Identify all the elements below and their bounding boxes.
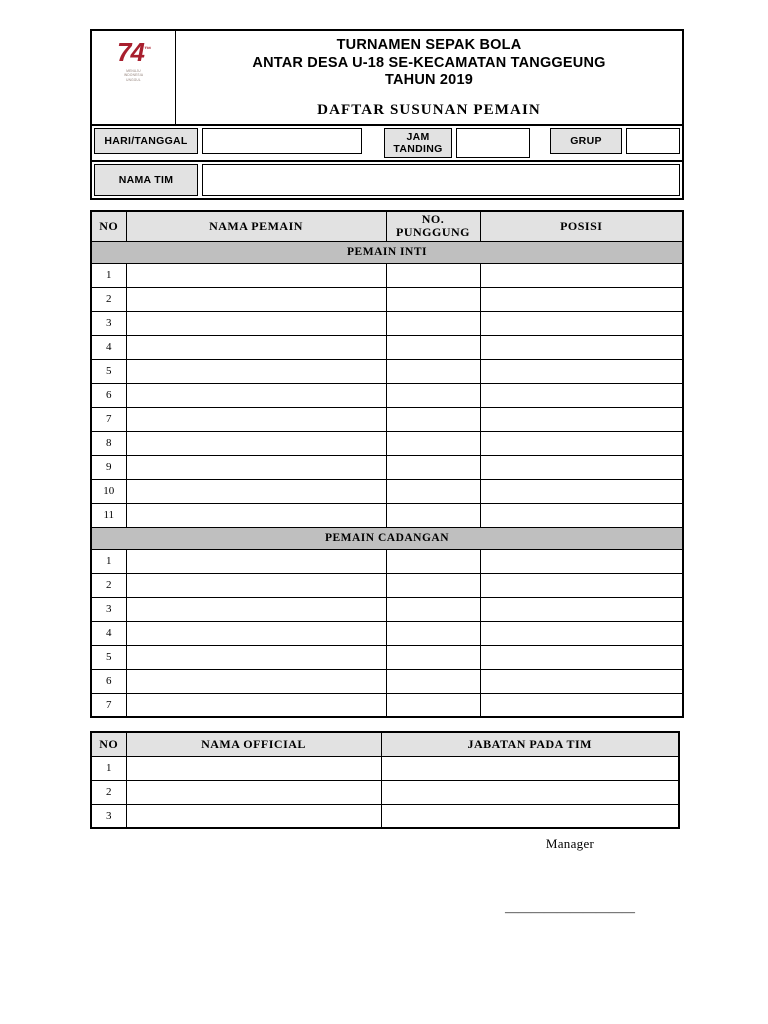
table-row bbox=[91, 503, 683, 527]
player-number-cell[interactable] bbox=[386, 479, 480, 503]
player-number-cell[interactable] bbox=[386, 573, 480, 597]
player-number-cell[interactable] bbox=[386, 669, 480, 693]
player-name-cell[interactable] bbox=[126, 383, 386, 407]
official-no-cell: 2 bbox=[91, 780, 126, 804]
player-position-cell[interactable] bbox=[480, 597, 683, 621]
logo-trademark-icon: ™ bbox=[143, 46, 150, 54]
player-number-cell[interactable] bbox=[386, 621, 480, 645]
player-name-cell[interactable] bbox=[126, 693, 386, 717]
player-position-cell[interactable] bbox=[480, 549, 683, 573]
spacer-2 bbox=[532, 126, 548, 156]
logo-subtext-line3: UNGGUL bbox=[126, 77, 141, 82]
player-no-cell: 4 bbox=[91, 335, 126, 359]
player-name-cell[interactable] bbox=[126, 431, 386, 455]
section-band-label: PEMAIN INTI bbox=[91, 241, 683, 263]
player-name-cell[interactable] bbox=[126, 597, 386, 621]
table-row bbox=[91, 479, 683, 503]
table-row bbox=[91, 287, 683, 311]
player-number-cell[interactable] bbox=[386, 503, 480, 527]
table-row bbox=[91, 359, 683, 383]
player-position-cell[interactable] bbox=[480, 287, 683, 311]
player-no-cell: 6 bbox=[91, 383, 126, 407]
column-header-official-no: NO bbox=[91, 732, 126, 756]
player-no-cell: 5 bbox=[91, 359, 126, 383]
table-row bbox=[91, 669, 683, 693]
table-row bbox=[91, 693, 683, 717]
section-band-row bbox=[91, 241, 683, 263]
player-position-cell[interactable] bbox=[480, 407, 683, 431]
jam-tanding-label: JAM TANDING bbox=[384, 128, 452, 158]
player-no-cell: 1 bbox=[91, 549, 126, 573]
title-line-3: TAHUN 2019 bbox=[385, 72, 473, 89]
player-no-cell: 7 bbox=[91, 407, 126, 431]
grup-label: GRUP bbox=[550, 128, 622, 154]
section-band-label: PEMAIN CADANGAN bbox=[91, 527, 683, 549]
player-number-cell[interactable] bbox=[386, 263, 480, 287]
officials-table bbox=[90, 731, 680, 829]
info-row-match bbox=[92, 126, 682, 162]
column-header-nama-official: NAMA OFFICIAL bbox=[126, 732, 381, 756]
player-position-cell[interactable] bbox=[480, 383, 683, 407]
player-name-cell[interactable] bbox=[126, 669, 386, 693]
player-position-cell[interactable] bbox=[480, 311, 683, 335]
player-no-cell: 9 bbox=[91, 455, 126, 479]
table-row bbox=[91, 335, 683, 359]
player-position-cell[interactable] bbox=[480, 573, 683, 597]
player-position-cell[interactable] bbox=[480, 431, 683, 455]
title-line-2: ANTAR DESA U-18 SE-KECAMATAN TANGGEUNG bbox=[252, 54, 606, 71]
player-number-cell[interactable] bbox=[386, 693, 480, 717]
player-position-cell[interactable] bbox=[480, 455, 683, 479]
info-row-team bbox=[92, 162, 682, 198]
official-no-cell: 1 bbox=[91, 756, 126, 780]
player-position-cell[interactable] bbox=[480, 263, 683, 287]
player-position-cell[interactable] bbox=[480, 503, 683, 527]
column-header-jabatan-pada-tim: JABATAN PADA TIM bbox=[381, 732, 679, 756]
grup-input[interactable] bbox=[626, 128, 680, 154]
hari-tanggal-label: HARI/TANGGAL bbox=[94, 128, 198, 154]
player-no-cell: 2 bbox=[91, 287, 126, 311]
player-name-cell[interactable] bbox=[126, 479, 386, 503]
hari-tanggal-input[interactable] bbox=[202, 128, 362, 154]
player-no-cell: 3 bbox=[91, 311, 126, 335]
table-row bbox=[91, 311, 683, 335]
player-no-cell: 8 bbox=[91, 431, 126, 455]
logo-cell bbox=[92, 31, 176, 124]
player-no-cell: 6 bbox=[91, 669, 126, 693]
logo-number: 74 bbox=[117, 37, 144, 67]
document-subtitle: DAFTAR SUSUNAN PEMAIN bbox=[317, 102, 541, 119]
player-name-cell[interactable] bbox=[126, 335, 386, 359]
players-header-row bbox=[91, 211, 683, 241]
player-number-cell[interactable] bbox=[386, 407, 480, 431]
table-row bbox=[91, 645, 683, 669]
table-row bbox=[91, 455, 683, 479]
logo-mark bbox=[117, 39, 150, 65]
player-name-cell[interactable] bbox=[126, 621, 386, 645]
player-no-cell: 11 bbox=[91, 503, 126, 527]
player-name-cell[interactable] bbox=[126, 263, 386, 287]
logo-subtext-line2: INDONESIA bbox=[123, 73, 144, 78]
player-no-cell: 3 bbox=[91, 597, 126, 621]
document-header bbox=[90, 29, 684, 200]
player-number-cell[interactable] bbox=[386, 549, 480, 573]
player-position-cell[interactable] bbox=[480, 645, 683, 669]
player-name-cell[interactable] bbox=[126, 573, 386, 597]
player-name-cell[interactable] bbox=[126, 645, 386, 669]
official-name-cell[interactable] bbox=[126, 804, 381, 828]
player-number-cell[interactable] bbox=[386, 455, 480, 479]
player-no-cell: 5 bbox=[91, 645, 126, 669]
player-number-cell[interactable] bbox=[386, 383, 480, 407]
official-role-cell[interactable] bbox=[381, 756, 679, 780]
table-row bbox=[91, 597, 683, 621]
signature-block bbox=[470, 836, 670, 920]
logo-subtext-line1: MENUJU bbox=[126, 69, 141, 73]
player-position-cell[interactable] bbox=[480, 359, 683, 383]
table-row bbox=[91, 549, 683, 573]
table-row bbox=[91, 263, 683, 287]
column-header-nama-pemain: NAMA PEMAIN bbox=[126, 211, 386, 241]
nama-tim-label: NAMA TIM bbox=[94, 164, 198, 196]
table-row bbox=[91, 804, 679, 828]
officials-table-head bbox=[91, 732, 679, 756]
player-number-cell[interactable] bbox=[386, 359, 480, 383]
title-line-1: TURNAMEN SEPAK BOLA bbox=[336, 37, 522, 53]
jam-tanding-input[interactable] bbox=[456, 128, 530, 158]
section-band-row bbox=[91, 527, 683, 549]
player-no-cell: 2 bbox=[91, 573, 126, 597]
player-number-cell[interactable] bbox=[386, 311, 480, 335]
header-title-row bbox=[92, 31, 682, 126]
player-position-cell[interactable] bbox=[480, 669, 683, 693]
player-no-cell: 10 bbox=[91, 479, 126, 503]
player-name-cell[interactable] bbox=[126, 359, 386, 383]
official-name-cell[interactable] bbox=[126, 780, 381, 804]
player-number-cell[interactable] bbox=[386, 287, 480, 311]
nama-tim-input[interactable] bbox=[202, 164, 680, 196]
players-table-body bbox=[91, 241, 683, 717]
table-row bbox=[91, 780, 679, 804]
player-name-cell[interactable] bbox=[126, 311, 386, 335]
logo-subtext bbox=[124, 69, 143, 82]
officials-table-body bbox=[91, 756, 679, 828]
column-header-no: NO bbox=[91, 211, 126, 241]
player-number-cell[interactable] bbox=[386, 597, 480, 621]
signature-role-label: Manager bbox=[545, 836, 595, 851]
player-position-cell[interactable] bbox=[480, 335, 683, 359]
table-row bbox=[91, 756, 679, 780]
players-table bbox=[90, 210, 684, 718]
spacer-1 bbox=[364, 126, 382, 152]
player-name-cell[interactable] bbox=[126, 455, 386, 479]
officials-header-row bbox=[91, 732, 679, 756]
table-row bbox=[91, 407, 683, 431]
title-cell bbox=[176, 31, 682, 124]
tournament-title bbox=[180, 37, 678, 90]
player-number-cell[interactable] bbox=[386, 645, 480, 669]
player-name-cell[interactable] bbox=[126, 287, 386, 311]
player-position-cell[interactable] bbox=[480, 621, 683, 645]
table-row bbox=[91, 573, 683, 597]
table-row bbox=[91, 621, 683, 645]
player-number-cell[interactable] bbox=[386, 431, 480, 455]
player-position-cell[interactable] bbox=[480, 693, 683, 717]
column-header-posisi: POSISI bbox=[480, 211, 683, 241]
official-role-cell[interactable] bbox=[381, 780, 679, 804]
player-no-cell: 4 bbox=[91, 621, 126, 645]
players-table-head bbox=[91, 211, 683, 241]
player-name-cell[interactable] bbox=[126, 549, 386, 573]
player-number-cell[interactable] bbox=[386, 335, 480, 359]
player-name-cell[interactable] bbox=[126, 407, 386, 431]
official-role-cell[interactable] bbox=[381, 804, 679, 828]
player-no-cell: 1 bbox=[91, 263, 126, 287]
player-no-cell: 7 bbox=[91, 693, 126, 717]
anniversary-74-logo bbox=[117, 39, 150, 82]
player-position-cell[interactable] bbox=[480, 479, 683, 503]
table-row bbox=[91, 431, 683, 455]
table-row bbox=[91, 383, 683, 407]
column-header-no-punggung: NO. PUNGGUNG bbox=[386, 211, 480, 241]
player-name-cell[interactable] bbox=[126, 503, 386, 527]
signature-line[interactable]: —————————— bbox=[505, 904, 635, 919]
official-name-cell[interactable] bbox=[126, 756, 381, 780]
official-no-cell: 3 bbox=[91, 804, 126, 828]
